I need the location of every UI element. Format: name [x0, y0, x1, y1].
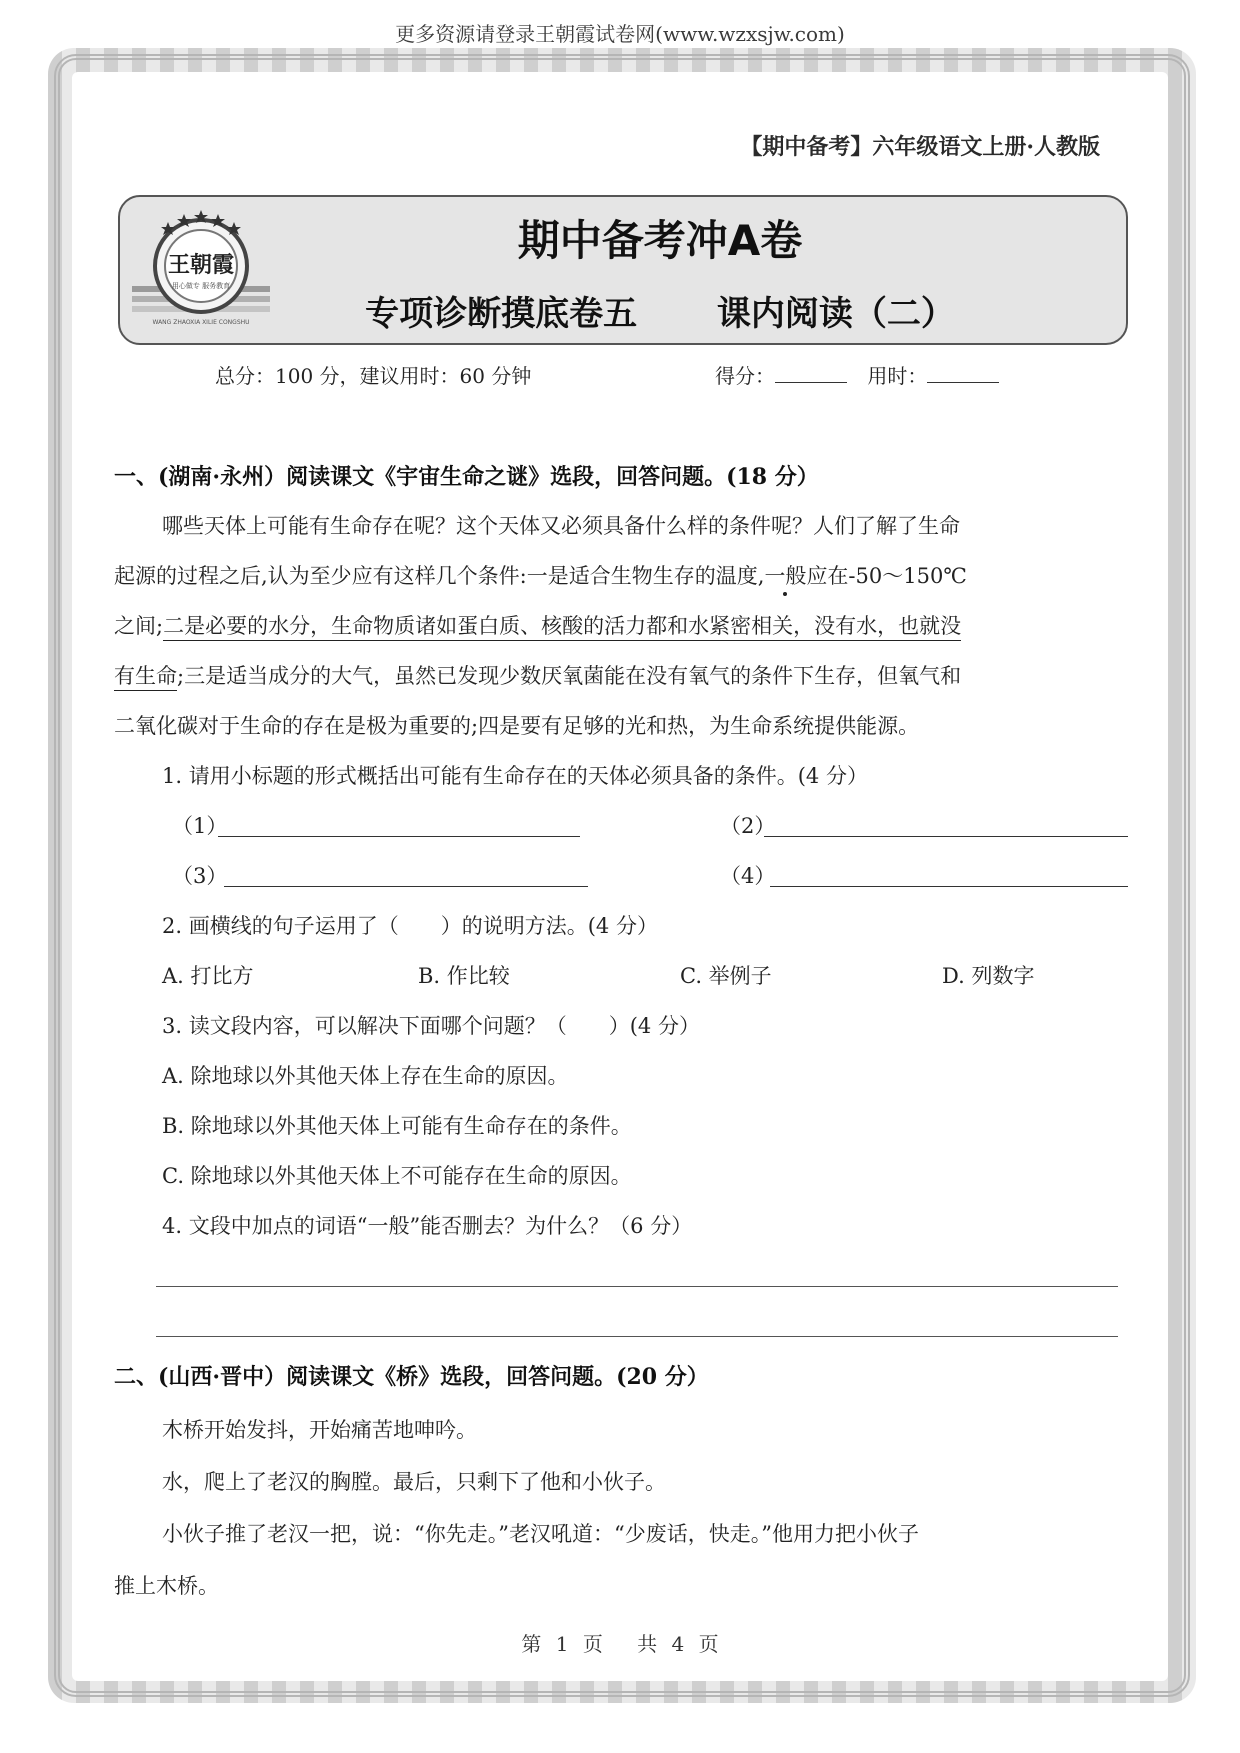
question-4: 4. 文段中加点的词语“一般”能否删去？为什么？（6 分） [162, 1214, 693, 1238]
passage-line [114, 560, 967, 590]
option-b: B. 作比较 [418, 964, 510, 988]
answer-blank[interactable] [770, 886, 1128, 887]
question-2: 2. 画横线的句子运用了（ ）的说明方法。(4 分） [162, 914, 658, 938]
passage-line [114, 610, 961, 640]
passage-line: 二氧化碳对于生命的存在是极为重要的;四是要有足够的光和热，为生命系统提供能源。 [114, 714, 920, 738]
passage-line: 水，爬上了老汉的胸膛。最后，只剩下了他和小伙子。 [162, 1470, 666, 1494]
time-label: 用时： [867, 364, 928, 388]
passage-text: ;三是适当成分的大气，虽然已发现少数厌氧菌能在没有氧气的条件下生存，但氧气和 [177, 664, 962, 688]
option-c: C. 除地球以外其他天体上不可能存在生命的原因。 [162, 1164, 632, 1188]
score-label: 得分： [715, 364, 775, 388]
page-title: 期中备考冲A卷 [517, 216, 803, 265]
time-blank[interactable] [927, 364, 999, 383]
passage-line: 哪些天体上可能有生命存在呢？这个天体又必须具备什么样的条件呢？人们了解了生命 [162, 514, 960, 538]
section-heading: 二、(山西·晋中）阅读课文《桥》选段，回答问题。(20 分） [114, 1364, 709, 1390]
page-number: 第 1 页 共 4 页 [521, 1632, 719, 1656]
score-field [715, 360, 999, 389]
option-d: D. 列数字 [942, 964, 1035, 988]
answer-blank[interactable] [764, 836, 1128, 837]
score-blank[interactable] [775, 364, 847, 383]
subtitle-right: 课内阅读（二） [716, 294, 955, 334]
answer-blank[interactable] [224, 886, 588, 887]
underlined-sentence: 二是必要的水分，生命物质诸如蛋白质、核酸的活力都和水紧密相关，没有水，也就没 [163, 614, 961, 641]
option-a: A. 除地球以外其他天体上存在生命的原因。 [162, 1064, 569, 1088]
passage-text: 应在-50～150℃ [806, 564, 967, 588]
answer-label: （2） [720, 814, 776, 838]
passage-text: 之间; [114, 614, 164, 638]
score-total: 总分：100 分，建议用时：60 分钟 [215, 364, 532, 388]
answer-line[interactable] [156, 1286, 1118, 1287]
brand-logo [132, 208, 270, 332]
subtitle-left: 专项诊断摸底卷五 [365, 294, 638, 334]
passage-line: 推上木桥。 [114, 1574, 219, 1598]
option-b: B. 除地球以外其他天体上可能有生命存在的条件。 [162, 1114, 632, 1138]
answer-label: （1） [172, 814, 228, 838]
answer-blank[interactable] [218, 836, 580, 837]
answer-line[interactable] [156, 1336, 1118, 1337]
question-3: 3. 读文段内容，可以解决下面哪个问题？（ ）(4 分） [162, 1014, 700, 1038]
passage-text: 起源的过程之后,认为至少应有这样几个条件:一是适合生物生存的温度, [114, 564, 765, 588]
section-heading: 一、(湖南·永州）阅读课文《宇宙生命之谜》选段，回答问题。(18 分） [114, 464, 819, 490]
option-a: A. 打比方 [162, 964, 254, 988]
logo-ring-text: WANG ZHAOXIA XILIE CONGSHU [152, 319, 250, 326]
option-c: C. 举例子 [680, 964, 772, 988]
dotted-word: 一般 [764, 564, 807, 588]
logo-motto: 用心做专 服务教育 [171, 282, 231, 290]
edition-label: 【期中备考】六年级语文上册·人教版 [740, 134, 1100, 160]
passage-line: 小伙子推了老汉一把，说：“你先走。”老汉吼道：“少废话，快走。”他用力把小伙子 [162, 1522, 919, 1546]
answer-label: （4） [720, 864, 776, 888]
underlined-sentence: 有生命 [114, 664, 177, 691]
answer-label: （3） [172, 864, 228, 888]
question-1: 1. 请用小标题的形式概括出可能有生命存在的天体必须具备的条件。(4 分） [162, 764, 868, 788]
passage-line: 木桥开始发抖，开始痛苦地呻吟。 [162, 1418, 477, 1442]
passage-line [114, 660, 961, 690]
page-subtitle [300, 286, 1020, 335]
logo-text: 王朝霞 [167, 252, 235, 278]
site-banner: 更多资源请登录王朝霞试卷网(www.wzxsjw.com) [395, 22, 845, 46]
